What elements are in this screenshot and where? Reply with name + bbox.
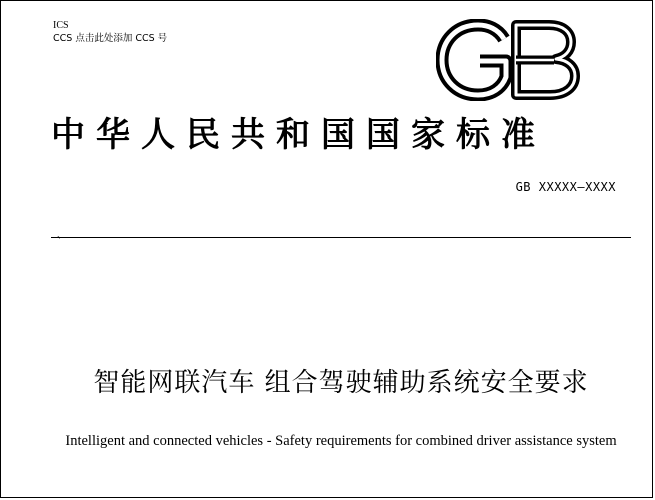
ics-label: ICS bbox=[53, 20, 69, 31]
standard-code: GB XXXXX—XXXX bbox=[515, 180, 616, 194]
header-divider-line bbox=[51, 237, 631, 238]
ccs-placeholder[interactable]: CCS 点击此处添加 CCS 号 bbox=[53, 33, 168, 44]
gb-standard-logo-icon bbox=[436, 19, 582, 101]
standard-subject-title-en: Intelligent and connected vehicles - Safety requirements for combined driver assistance system bbox=[65, 433, 617, 449]
national-standard-title: 中华人民共和国国家标准 bbox=[51, 115, 546, 155]
standard-subject-title-cn: 智能网联汽车 组合驾驶辅助系统安全要求 bbox=[93, 368, 589, 398]
divider-mark: 、 bbox=[57, 230, 67, 241]
